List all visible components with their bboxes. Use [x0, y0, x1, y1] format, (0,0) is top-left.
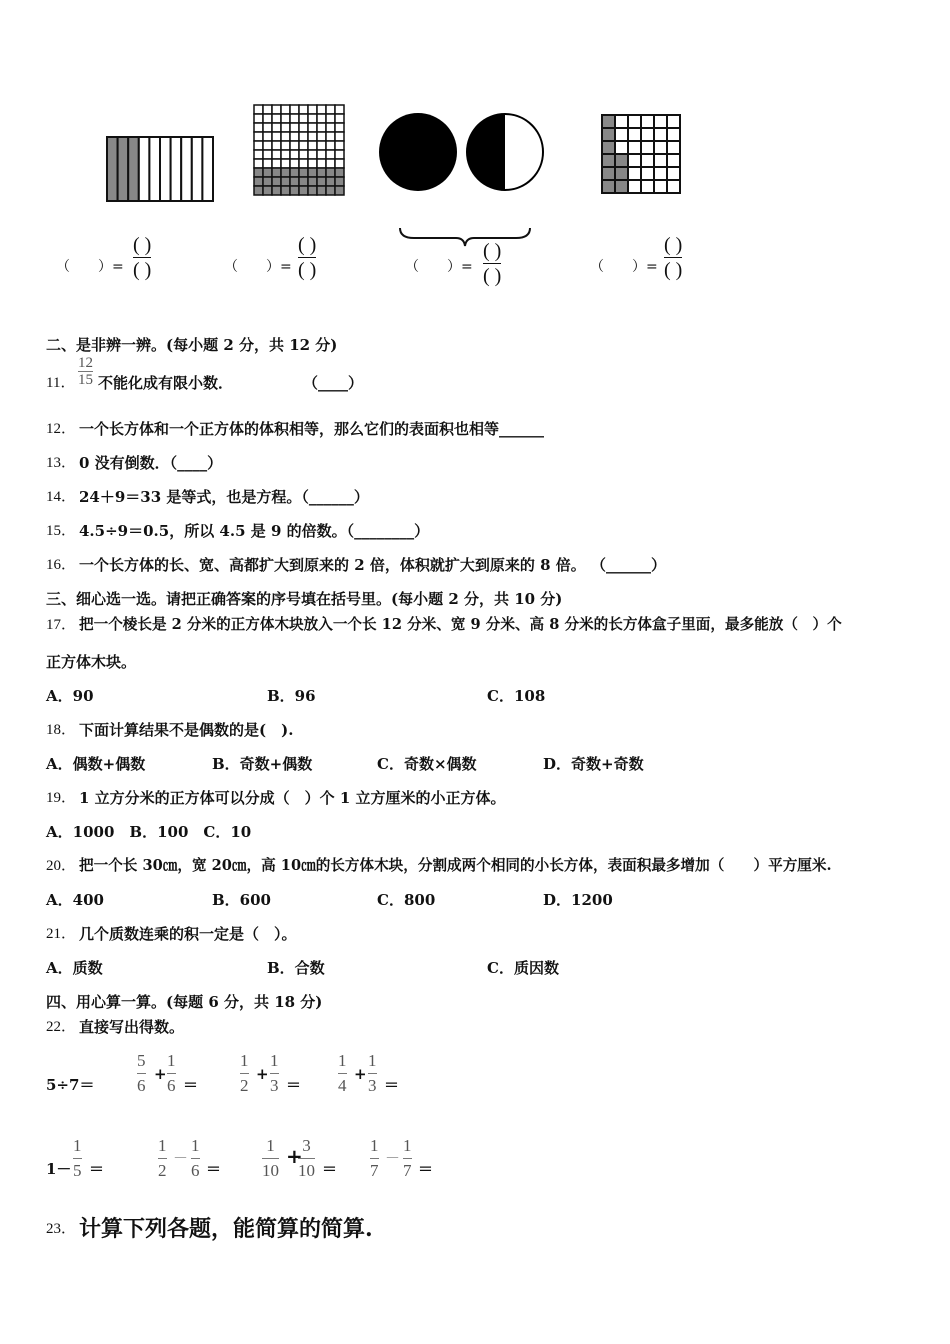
q14-number: 14．: [46, 489, 77, 505]
grid-cell: [628, 180, 641, 193]
grid-cell: [263, 168, 272, 177]
denominator: 6: [167, 1076, 176, 1095]
grid-cell: [254, 123, 263, 132]
grid-cell: [317, 177, 326, 186]
grid-cell: [615, 128, 628, 141]
calc-b-frac1: [137, 1052, 146, 1095]
strip-cell: [149, 137, 160, 201]
calc-f-frac2: [191, 1137, 200, 1180]
strip-cell: [171, 137, 182, 201]
grid-cell: [272, 177, 281, 186]
grid-cell: [317, 132, 326, 141]
grid-cell: [281, 150, 290, 159]
grid-cell: [290, 159, 299, 168]
q13-number: 13．: [46, 455, 77, 471]
grid-cell: [272, 159, 281, 168]
q15-number: 15．: [46, 523, 77, 539]
q11-answer-blank[interactable]: （____）: [303, 374, 364, 392]
full-black-circle: [379, 113, 457, 191]
calc-d-frac1: [338, 1052, 347, 1095]
grid-cell: [308, 186, 317, 195]
q17-text-cont: 正方体木块。: [46, 653, 137, 671]
calc-h-eq[interactable]: ＝: [418, 1160, 434, 1178]
grid-cell: [299, 150, 308, 159]
grid-cell: [326, 114, 335, 123]
grid-cell: [628, 167, 641, 180]
calc-h-frac2: [403, 1137, 412, 1180]
grid-cell: [615, 154, 628, 167]
numerator: 3: [302, 1136, 311, 1155]
grid-cell: [299, 168, 308, 177]
grid-cell: [281, 168, 290, 177]
denominator: 3: [270, 1076, 279, 1095]
grid-cell: [281, 123, 290, 132]
strip-cell: [118, 137, 129, 201]
figure1-blank[interactable]: （ ）=: [56, 259, 124, 275]
q20-option-d[interactable]: D．1200: [543, 891, 613, 909]
grid-cell: [299, 123, 308, 132]
q20-option-a[interactable]: A．400: [46, 891, 104, 909]
numerator: 1: [191, 1136, 200, 1155]
q18-option-d[interactable]: D．奇数+奇数: [543, 755, 644, 773]
grid-cell: [335, 114, 344, 123]
six-grid-figure: [601, 114, 683, 196]
q11-fraction: [78, 356, 93, 387]
grid-cell: [281, 186, 290, 195]
grid-cell: [308, 105, 317, 114]
q13-text[interactable]: 0 没有倒数．（____）: [79, 454, 223, 472]
grid-cell: [254, 186, 263, 195]
grid-cell: [281, 177, 290, 186]
fraction-top: ( ): [664, 234, 683, 256]
q20-option-b[interactable]: B．600: [212, 891, 271, 909]
calc-e-eq[interactable]: ＝: [89, 1160, 105, 1178]
denominator: 3: [368, 1076, 377, 1095]
grid-cell: [641, 167, 654, 180]
grid-cell: [263, 150, 272, 159]
calc-a[interactable]: 5÷7＝: [46, 1076, 95, 1094]
grid-cell: [308, 159, 317, 168]
grid-cell: [263, 159, 272, 168]
denominator: 6: [137, 1076, 146, 1095]
grid-cell: [263, 186, 272, 195]
q19-text: 1 立方分米的正方体可以分成（ ）个 1 立方厘米的小正方体。: [79, 789, 506, 807]
calc-f-op: －: [173, 1149, 189, 1167]
section4-header: 四、用心算一算。(每题 6 分，共 18 分): [46, 993, 323, 1011]
calc-c-frac1: [240, 1052, 249, 1095]
strip-cell: [192, 137, 203, 201]
half-black-circle-shade: [467, 114, 505, 190]
grid-cell: [290, 177, 299, 186]
denominator: 10: [298, 1161, 315, 1180]
grid-cell: [335, 177, 344, 186]
grid-cell: [281, 159, 290, 168]
grid-cell: [641, 115, 654, 128]
grid-cell: [326, 177, 335, 186]
grid-cell: [299, 159, 308, 168]
grid-cell: [628, 128, 641, 141]
grid-cell: [654, 115, 667, 128]
grid-cell: [272, 123, 281, 132]
grid-cell: [308, 123, 317, 132]
q11-text: 不能化成有限小数．: [98, 374, 234, 392]
calc-e-frac: [73, 1137, 82, 1180]
strip-cell: [107, 137, 118, 201]
q11-denominator: 15: [78, 372, 93, 388]
grid-cell: [326, 168, 335, 177]
q22-text: 直接写出得数。: [79, 1018, 185, 1036]
q22-number: 22．: [46, 1019, 77, 1035]
calc-c-eq[interactable]: ＝: [286, 1076, 302, 1094]
denominator: 2: [158, 1161, 167, 1180]
grid-cell: [602, 141, 615, 154]
numerator: 1: [403, 1136, 412, 1155]
denominator: 7: [403, 1161, 412, 1180]
numerator: 1: [368, 1051, 377, 1070]
q11-number: 11．: [46, 375, 76, 391]
grid-cell: [335, 141, 344, 150]
brace-icon: [398, 226, 532, 248]
grid-cell: [326, 132, 335, 141]
q11-numerator: 12: [78, 355, 93, 371]
calc-g-frac2: [298, 1137, 315, 1180]
grid-cell: [263, 132, 272, 141]
figure4-fraction[interactable]: [664, 236, 682, 279]
grid-cell: [335, 168, 344, 177]
denominator: 10: [262, 1161, 279, 1180]
grid-cell: [335, 186, 344, 195]
grid-cell: [290, 186, 299, 195]
fraction-bottom: ( ): [664, 259, 683, 281]
numerator: 1: [73, 1136, 82, 1155]
grid-cell: [308, 177, 317, 186]
q21-option-b[interactable]: B．合数: [267, 959, 325, 977]
grid-cell: [654, 154, 667, 167]
grid-cell: [263, 177, 272, 186]
q18-option-c[interactable]: C．奇数×偶数: [377, 755, 477, 773]
grid-cell: [615, 167, 628, 180]
q20-number: 20．: [46, 858, 77, 874]
grid-cell: [602, 154, 615, 167]
grid-cell: [641, 128, 654, 141]
fraction-bottom: ( ): [298, 259, 317, 281]
q21-number: 21．: [46, 926, 77, 942]
grid-cell: [308, 168, 317, 177]
grid-cell: [641, 154, 654, 167]
denominator: 6: [191, 1161, 200, 1180]
grid-cell: [326, 159, 335, 168]
q23-number: 23．: [46, 1221, 77, 1237]
grid-cell: [317, 186, 326, 195]
grid-cell: [299, 186, 308, 195]
grid-cell: [602, 167, 615, 180]
grid-cell: [667, 128, 680, 141]
q17-text: 把一个棱长是 2 分米的正方体木块放入一个长 12 分米、宽 9 分米、高 8 分米的长方体盒子里面，最多能放（ ）个: [79, 616, 842, 633]
grid-cell: [299, 141, 308, 150]
q17-option-a[interactable]: A．90: [46, 687, 94, 705]
grid-cell: [335, 132, 344, 141]
q17-option-b[interactable]: B．96: [267, 687, 316, 705]
fraction-top: ( ): [483, 240, 502, 262]
grid-cell: [272, 141, 281, 150]
grid-cell: [317, 159, 326, 168]
grid-cell: [254, 168, 263, 177]
fraction-bottom: ( ): [133, 259, 152, 281]
calc-c-frac2: [270, 1052, 279, 1095]
grid-cell: [326, 105, 335, 114]
grid-cell: [326, 150, 335, 159]
denominator: 5: [73, 1161, 82, 1180]
q17-option-c[interactable]: C．108: [487, 687, 546, 705]
grid-cell: [299, 132, 308, 141]
calc-g-frac1: [262, 1137, 279, 1180]
grid-cell: [326, 186, 335, 195]
numerator: 1: [266, 1136, 275, 1155]
fraction-top: ( ): [298, 234, 317, 256]
calc-h-op: －: [385, 1149, 401, 1167]
grid-cell: [628, 154, 641, 167]
calc-c-op: +: [256, 1065, 269, 1083]
grid-cell: [272, 168, 281, 177]
grid-cell: [281, 114, 290, 123]
q19-options[interactable]: A．1000 B．100 C．10: [46, 823, 252, 841]
grid-cell: [254, 159, 263, 168]
q16-text[interactable]: 一个长方体的长、宽、高都扩大到原来的 2 倍，体积就扩大到原来的 8 倍。 （______）: [79, 556, 666, 574]
grid-cell: [602, 128, 615, 141]
grid-cell: [317, 105, 326, 114]
grid-cell: [654, 167, 667, 180]
grid-cell: [308, 114, 317, 123]
grid-cell: [263, 141, 272, 150]
numerator: 1: [270, 1051, 279, 1070]
grid-cell: [263, 105, 272, 114]
grid-cell: [290, 114, 299, 123]
calc-g-op: +: [286, 1144, 303, 1168]
q15-text[interactable]: 4.5÷9＝0.5，所以 4.5 是 9 的倍数。（________）: [79, 522, 430, 540]
figure3-blank[interactable]: （ ）=: [405, 259, 473, 275]
grid-cell: [667, 167, 680, 180]
calc-f-frac1: [158, 1137, 167, 1180]
grid-cell: [667, 154, 680, 167]
grid-cell: [615, 115, 628, 128]
denominator: 7: [370, 1161, 379, 1180]
q21-option-a[interactable]: A．质数: [46, 959, 103, 977]
q18-option-a[interactable]: A．偶数+偶数: [46, 755, 146, 773]
q20-option-c[interactable]: C．800: [377, 891, 436, 909]
grid-cell: [641, 141, 654, 154]
grid-cell: [254, 132, 263, 141]
grid-cell: [281, 141, 290, 150]
grid-cell: [667, 141, 680, 154]
grid-cell: [317, 114, 326, 123]
q17-number: 17．: [46, 617, 77, 633]
grid-cell: [254, 114, 263, 123]
q18-number: 18．: [46, 722, 77, 738]
grid-cell: [628, 141, 641, 154]
grid-cell: [254, 150, 263, 159]
q23-text: 计算下列各题，能简算的简算.: [79, 1216, 373, 1242]
grid-cell: [654, 128, 667, 141]
calc-b-frac2: [167, 1052, 176, 1095]
grid-cell: [335, 105, 344, 114]
grid-cell: [263, 123, 272, 132]
q21-option-c[interactable]: C．质因数: [487, 959, 559, 977]
numerator: 1: [338, 1051, 347, 1070]
section3-header: 三、细心选一选。请把正确答案的序号填在括号里。(每小题 2 分，共 10 分): [46, 590, 563, 608]
figure4-blank[interactable]: （ ）=: [590, 259, 658, 275]
grid-cell: [335, 123, 344, 132]
q19-number: 19．: [46, 790, 77, 806]
q18-text: 下面计算结果不是偶数的是( ).: [79, 721, 294, 739]
strip-cell: [181, 137, 192, 201]
grid-cell: [299, 105, 308, 114]
figure2-blank[interactable]: （ ）=: [224, 259, 292, 275]
grid-cell: [272, 150, 281, 159]
grid-cell: [308, 141, 317, 150]
numerator: 1: [158, 1136, 167, 1155]
calc-d-frac2: [368, 1052, 377, 1095]
grid-cell: [281, 132, 290, 141]
grid-cell: [254, 141, 263, 150]
grid-cell: [254, 177, 263, 186]
calc-d-eq[interactable]: ＝: [384, 1076, 400, 1094]
q16-number: 16．: [46, 557, 77, 573]
denominator: 2: [240, 1076, 249, 1095]
grid-cell: [641, 180, 654, 193]
fraction-top: ( ): [133, 234, 152, 256]
grid-cell: [602, 180, 615, 193]
grid-cell: [602, 115, 615, 128]
grid-cell: [628, 115, 641, 128]
grid-cell: [281, 105, 290, 114]
strip-cell: [139, 137, 150, 201]
strip-cell: [202, 137, 213, 201]
q18-option-b[interactable]: B．奇数+偶数: [212, 755, 313, 773]
grid-cell: [317, 150, 326, 159]
strip-rectangle-figure: [105, 135, 217, 205]
grid-cell: [326, 123, 335, 132]
grid-cell: [317, 141, 326, 150]
calc-b-op: +: [154, 1065, 167, 1083]
grid-cell: [290, 168, 299, 177]
circles-figure: [376, 112, 548, 194]
numerator: 5: [137, 1051, 146, 1070]
grid-cell: [667, 115, 680, 128]
figure1-fraction[interactable]: [133, 236, 151, 279]
grid-cell: [263, 114, 272, 123]
q21-text: 几个质数连乘的积一定是（ ）。: [79, 925, 297, 943]
calc-d-op: +: [354, 1065, 367, 1083]
figure3-fraction[interactable]: [483, 242, 501, 285]
q20-text: 把一个长 30㎝，宽 20㎝，高 10㎝的长方体木块，分割成两个相同的小长方体，表面积最多增加（ ）平方厘米.: [79, 857, 832, 874]
grid-cell: [317, 123, 326, 132]
grid-cell: [308, 132, 317, 141]
grid-cell: [290, 132, 299, 141]
grid-cell: [272, 114, 281, 123]
numerator: 1: [240, 1051, 249, 1070]
q12-number: 12．: [46, 421, 77, 437]
numerator: 1: [370, 1136, 379, 1155]
grid-cell: [317, 168, 326, 177]
calc-h-frac1: [370, 1137, 379, 1180]
hundred-grid-figure: [253, 104, 348, 200]
grid-cell: [290, 105, 299, 114]
grid-cell: [667, 180, 680, 193]
grid-cell: [654, 141, 667, 154]
fraction-bottom: ( ): [483, 265, 502, 287]
numerator: 1: [167, 1051, 176, 1070]
grid-cell: [290, 150, 299, 159]
grid-cell: [254, 105, 263, 114]
strip-cell: [128, 137, 139, 201]
grid-cell: [272, 105, 281, 114]
grid-cell: [272, 132, 281, 141]
section2-header: 二、是非辨一辨。(每小题 2 分，共 12 分): [46, 336, 338, 354]
grid-cell: [299, 114, 308, 123]
grid-cell: [654, 180, 667, 193]
calc-b-eq[interactable]: ＝: [183, 1076, 199, 1094]
grid-cell: [335, 159, 344, 168]
grid-cell: [615, 180, 628, 193]
grid-cell: [290, 141, 299, 150]
calc-f-eq[interactable]: ＝: [206, 1160, 222, 1178]
denominator: 4: [338, 1076, 347, 1095]
grid-cell: [335, 150, 344, 159]
strip-cell: [160, 137, 171, 201]
calc-g-eq[interactable]: ＝: [322, 1160, 338, 1178]
grid-cell: [326, 141, 335, 150]
figure2-fraction[interactable]: [298, 236, 316, 279]
grid-cell: [299, 177, 308, 186]
q12-text[interactable]: 一个长方体和一个正方体的体积相等，那么它们的表面积也相等______: [79, 420, 545, 438]
grid-cell: [615, 141, 628, 154]
q14-text[interactable]: 24＋9＝33 是等式，也是方程。（______）: [79, 488, 369, 506]
grid-cell: [308, 150, 317, 159]
grid-cell: [290, 123, 299, 132]
calc-e-lead: 1－: [46, 1160, 72, 1178]
grid-cell: [272, 186, 281, 195]
